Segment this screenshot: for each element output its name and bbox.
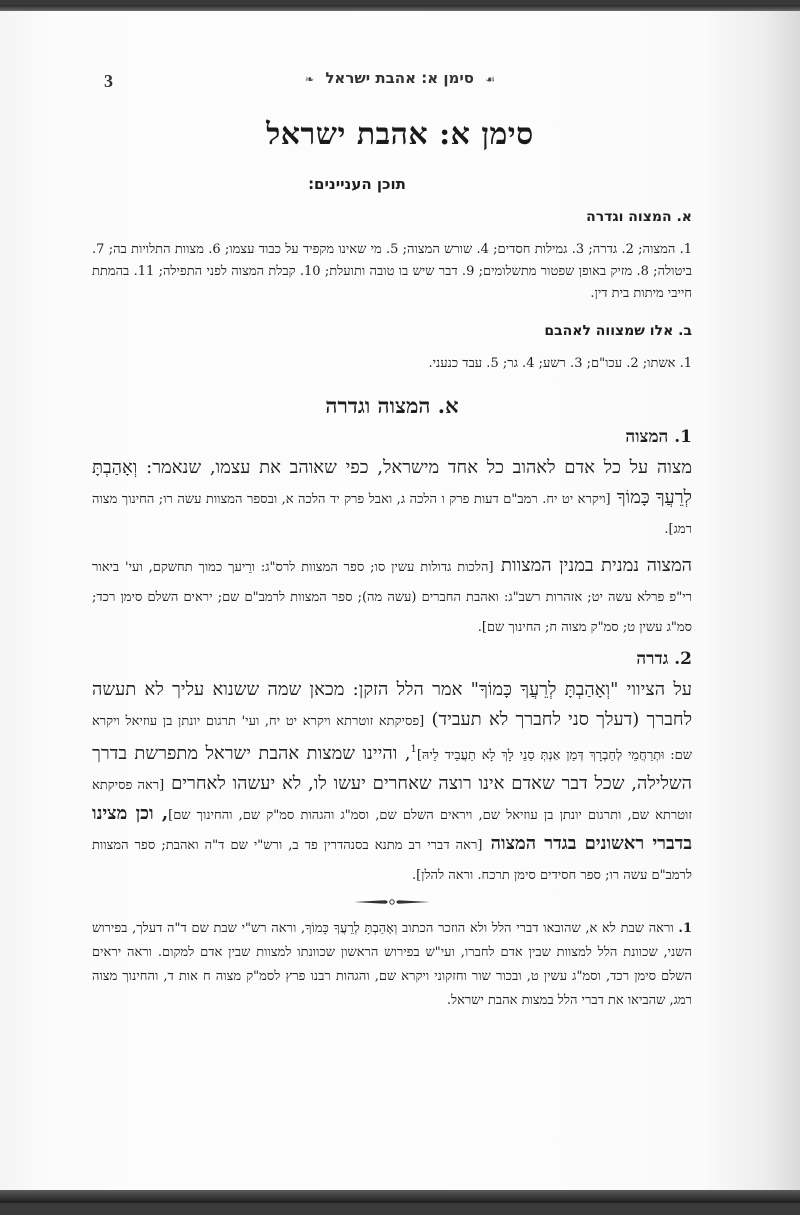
source-citation: [הלכות גדולות עשין סו; ספר המצוות לרס"ג: ורֵיעך כמוך תחשקם, ועי' ביאור רי"פ פרלא עשה יט; אזהרות רשב"ג: ואהבת החברים (עשה מה); ספר המצוות לרמב"ם שם; יראים השלם סימן רכד; סמ"ג עשין ט; סמ"ק מצוה ח; החינוך שם]. (92, 560, 692, 635)
running-head-text: סימן א: אהבת ישראל (325, 69, 474, 87)
source-citation: [ויקרא יט יח. רמב"ם דעות פרק ו הלכה ג, ואבל פרק יד הלכה א, ובספר המצוות עשה רו; החינוך מצוה רמג]. (92, 492, 692, 537)
footnote-number: 1. (678, 921, 692, 936)
toc-section-title: ב. אלו שמצווה לאהבם (544, 323, 692, 339)
fleuron-left-icon: ❧ (304, 73, 315, 86)
paragraph-emphasis-text: , וכן מצינו בדברי ראשונים בגדר המצוה (92, 803, 693, 854)
ornamental-rule-icon (92, 897, 692, 907)
chapter-title: סימן א: אהבת ישראל (266, 117, 534, 152)
toc-title: תוכן העניינים: (308, 175, 406, 193)
footnote-text: וראה שבת לא א, שהובאו דברי הלל ולא הוזכר הכתוב וְאָהַבְתָּ לְרֵעֲךָ כָּמוֹךָ, וראה רש"י שבת שם ד"ה דעלך, בפירוש השני, שכוונת הלל למצוות שבין אדם לחברו, ועי"ש בפירוש הראשון שכוונתו למצוות שבין אדם למקום. וראה יראים השלם סימן רכד, וסמ"ג עשין ט, ובכור שור וחזקוני ויקרא שם, והגהות רבנו פרץ לסמ"ק מצוה ח אות ד, והחינוך מצוה רמג, שהביאו את דברי הלל במצות אהבת ישראל. (92, 921, 692, 1008)
footnote-reference[interactable]: 1 (410, 744, 417, 755)
subsection-heading: 2. גדרה (636, 649, 692, 669)
source-citation: [פסיקתא זוטרתא ויקרא יט יח, ועי' תרגום יונתן בן עוזיאל ויקרא שם: וּתְרַחֲמֵי לְחַבְרָךְ דְּמַן אַנְתְּ סַנֵי לָךְ לָא תַעֲבֵיד לֵיהּ] (92, 714, 692, 763)
footnote (92, 917, 692, 1013)
running-head (0, 69, 800, 87)
toc-section-items: 1. אשתו; 2. עכו"ם; 3. רשע; 4. גר; 5. עבד כנעני. (428, 356, 692, 371)
page-number: 3 (104, 71, 113, 91)
paragraph-main-text: המצוה נמנית במנין המצוות (493, 555, 692, 576)
ornamental-rule-svg (352, 897, 432, 907)
body-paragraph (92, 551, 692, 641)
body-paragraph (92, 675, 692, 889)
fleuron-right-icon: ☙ (485, 73, 496, 86)
source-citation: [ראה דברי רב מתנא בסנהדרין פד ב, ורש"י שם ד"ה ואהבת; ספר המצוות לרמב"ם עשה רו; ספר חסידים סימן תרכח. וראה להלן]. (92, 838, 692, 883)
page-top-edge (0, 5, 800, 11)
paragraph-main-text: , והיינו שמצות אהבת ישראל מתפרשת בדרך השלילה, שכל דבר שאדם אינו רוצה שאחרים יעשו לו, לא יעשהו לאחרים (92, 743, 693, 794)
toc-section-title: א. המצוה וגדרה (586, 209, 692, 225)
subsection-heading: 1. המצוה (625, 427, 692, 447)
toc-section-items: 1. המצוה; 2. גדרה; 3. גמילות חסדים; 4. שורש המצוה; 5. מי שאינו מקפיד על כבוד עצמו; 6. מצוות התלויות בה; 7. ביטולה; 8. מזיק באופן שפטור מתשלומים; 9. דבר שיש בו טובה ותועלת; 10. קבלת המצוה לפני התפילה; 11. בהמתת חייבי מיתות בית דין. (92, 242, 693, 301)
section-heading: א. המצוה וגדרה (325, 393, 459, 418)
page-content (92, 175, 692, 1013)
paragraph-main-text: על הציווי "וְאָהַבְתָּ לְרֵעֲךָ כָּמוֹךָ" אמר הלל הזקן: מכאן שמה ששנוא עליך לא תעשה לחברך (דעלך סני לחברך לא תעביד) (92, 679, 692, 730)
page-bottom-edge (0, 1190, 800, 1203)
body-paragraph (92, 453, 692, 543)
paragraph-main-text: מצוה על כל אדם לאהוב כל אחד מישראל, כפי שאוהב את עצמו, שנאמר: וְאָהַבְתָּ לְרֵעֲךָ כָּמוֹךָ (92, 457, 692, 508)
source-citation: [ראה פסיקתא זוטרתא שם, ותרגום יונתן בן עוזיאל שם, ויראים השלם שם, וסמ"ג והגהות סמ"ק שם, והחינוך שם] (92, 778, 693, 823)
book-page (0, 5, 800, 1203)
